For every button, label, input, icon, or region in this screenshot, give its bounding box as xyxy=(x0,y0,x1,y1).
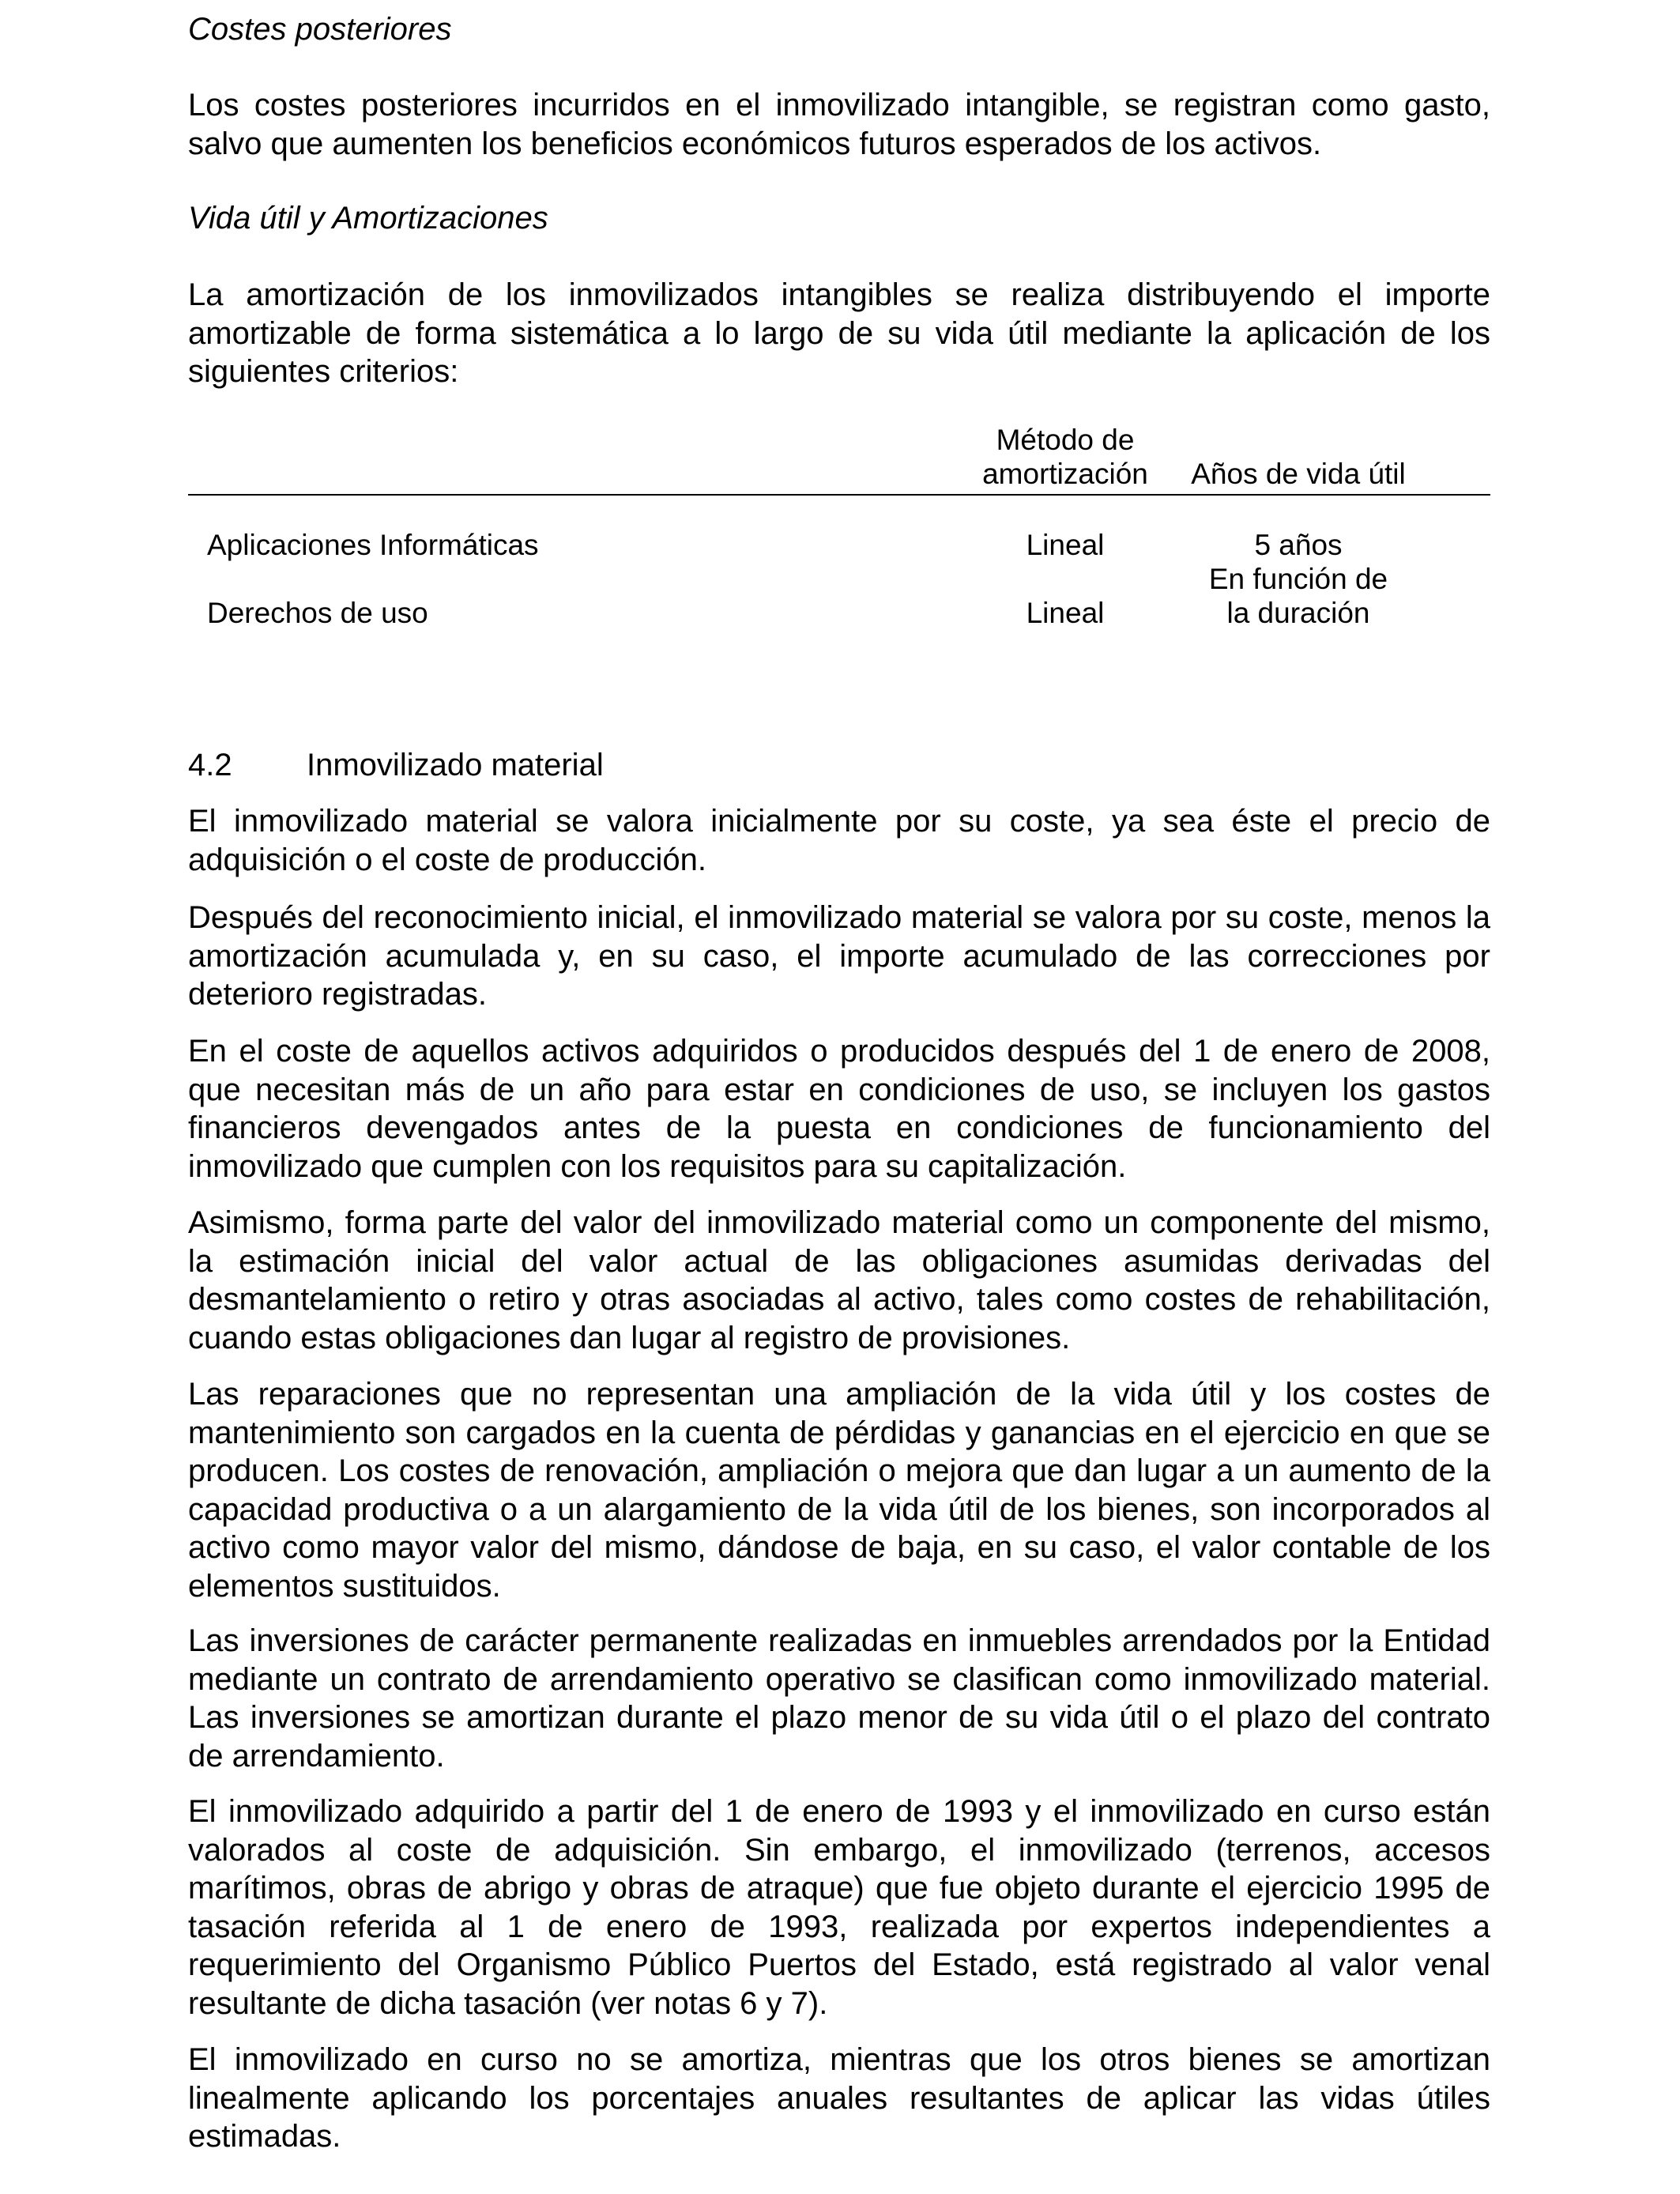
table-row-years-continued: la duración xyxy=(1226,597,1370,629)
table-header-rule xyxy=(188,494,1490,496)
vida-util-heading: Vida útil y Amortizaciones xyxy=(188,201,548,236)
section-number: 4.2 xyxy=(188,748,232,782)
table-row-label: Aplicaciones Informáticas xyxy=(207,529,539,561)
paragraph: El inmovilizado adquirido a partir del 1 de enero de 1993 y el inmovilizado en curso están valorados al coste de adquisición. Sin embargo, el inmovilizado (terrenos, accesos marítimos, obras de abrigo y obras de atraque) que fue objeto durante el ejercicio 1995 de tasación referida al 1 de enero de 1993, realizada por expertos independientes a requerimiento del Organismo Público Puertos del Estado, está registrado al valor venal resultante de dicha tasación (ver notas 6 y 7). xyxy=(188,1794,1490,2021)
paragraph: Las inversiones de carácter permanente realizadas en inmuebles arrendados por la Entidad mediante un contrato de arrendamiento operativo se clasifican como inmovilizado material. Las inversiones se amortizan durante el plazo menor de su vida útil o el plazo del contrato de arrendamiento. xyxy=(188,1623,1490,1774)
table-header-years: Años de vida útil xyxy=(1191,458,1406,490)
section-heading xyxy=(188,746,604,784)
paragraph: En el coste de aquellos activos adquiridos o producidos después del 1 de enero de 2008, que necesitan más de un año para estar en condiciones de uso, se incluyen los gastos financieros devengados antes de la puesta en condiciones de funcionamiento del inmovilizado que cumplen con los requisitos para su capitalización. xyxy=(188,1034,1490,1184)
paragraph: El inmovilizado en curso no se amortiza, mientras que los otros bienes se amortizan linealmente aplicando los porcentajes anuales resultantes de aplicar las vidas útiles estimadas. xyxy=(188,2042,1490,2154)
table-row-method: Lineal xyxy=(1026,597,1105,629)
paragraph: Después del reconocimiento inicial, el inmovilizado material se valora por su coste, menos la amortización acumulada y, en su caso, el importe acumulado de las correcciones por deterioro registradas. xyxy=(188,900,1490,1012)
costes-posteriores-text: Los costes posteriores incurridos en el inmovilizado intangible, se registran como gasto, salvo que aumenten los beneficios económicos futuros esperados de los activos. xyxy=(188,88,1490,161)
amortization-table xyxy=(188,423,1490,644)
vida-util-text: La amortización de los inmovilizados intangibles se realiza distribuyendo el importe amortizable de forma sistemática a lo largo de su vida útil mediante la aplicación de los siguientes criterios: xyxy=(188,277,1490,389)
table-row-years: En función de xyxy=(1208,563,1388,595)
table-header-method-line1: Método de xyxy=(996,424,1135,456)
paragraph: Las reparaciones que no representan una ampliación de la vida útil y los costes de mantenimiento son cargados en la cuenta de pérdidas y ganancias en el ejercicio en que se producen. Los costes de renovación, ampliación o mejora que dan lugar a un aumento de la capacidad productiva o a un alargamiento de la vida útil de los bienes, son incorporados al activo como mayor valor del mismo, dándose de baja, en su caso, el valor contable de los elementos sustituidos. xyxy=(188,1377,1490,1604)
table-row-years: 5 años xyxy=(1254,529,1343,561)
table-row-method: Lineal xyxy=(1026,529,1105,561)
paragraph: Asimismo, forma parte del valor del inmovilizado material como un componente del mismo, la estimación inicial del valor actual de las obligaciones asumidas derivadas del desmantelamiento o retiro y otras asociadas al activo, tales como costes de rehabilitación, cuando estas obligaciones dan lugar al registro de provisiones. xyxy=(188,1205,1490,1355)
table-header-method-line2: amortización xyxy=(982,458,1148,490)
table-header-method xyxy=(978,423,1152,491)
table-row-label: Derechos de uso xyxy=(207,597,428,629)
paragraph: El inmovilizado material se valora inicialmente por su coste, ya sea éste el precio de adquisición o el coste de producción. xyxy=(188,804,1490,877)
section-title: Inmovilizado material xyxy=(307,748,604,782)
costes-posteriores-heading: Costes posteriores xyxy=(188,12,452,47)
